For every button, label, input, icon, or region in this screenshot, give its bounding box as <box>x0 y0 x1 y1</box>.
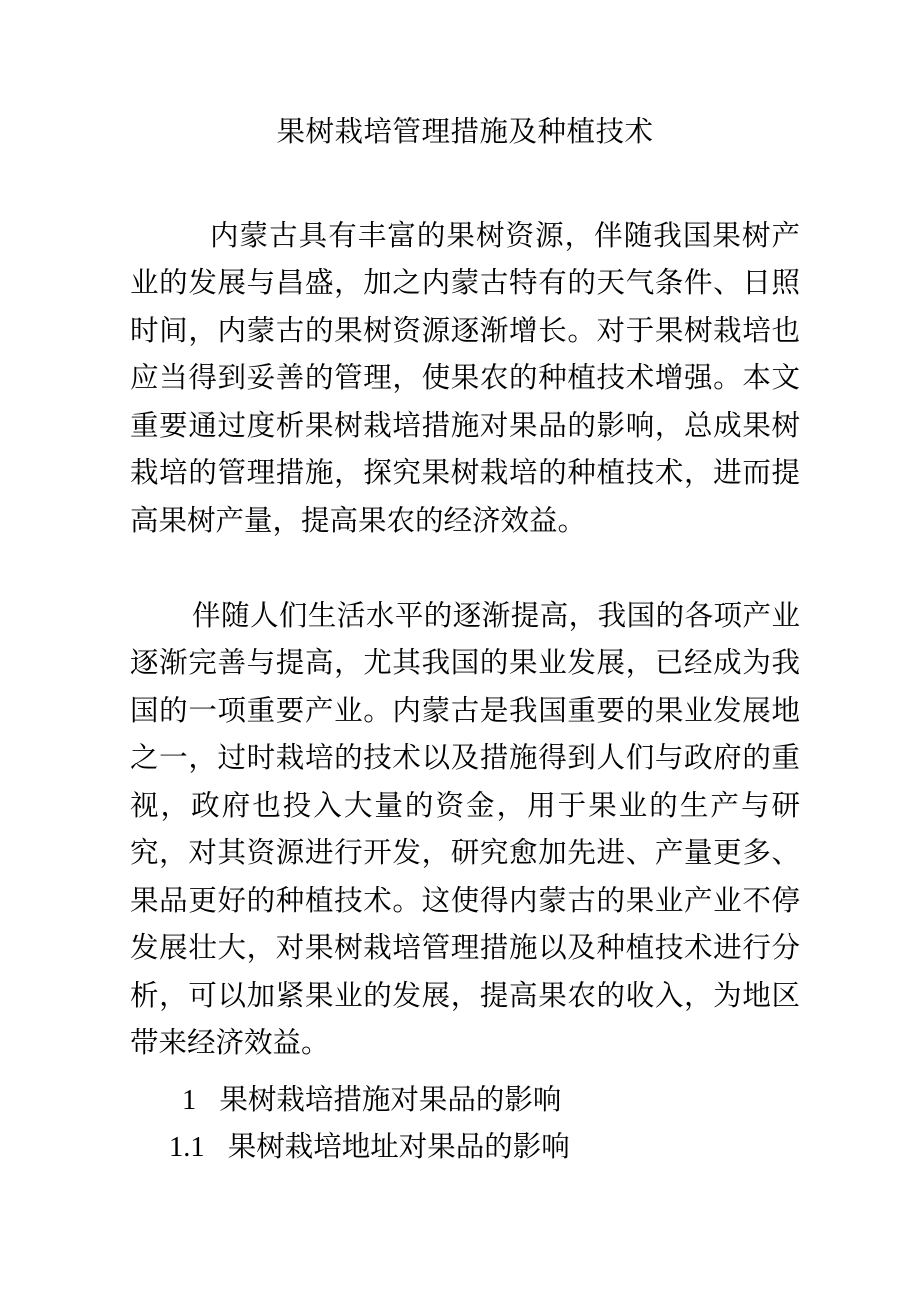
section-heading-1-1: 1.1 果树栽培地址对果品的影响 <box>169 1132 570 1163</box>
document-title: 果树栽培管理措施及种植技术 <box>276 117 654 148</box>
section-heading-1: 1 果树栽培措施对果品的影响 <box>182 1084 562 1116</box>
paragraph-introduction: 伴随人们生活水平的逐渐提高，我国的各项产业逐渐完善与提高，尤其我国的果业发展，已经成为我国的一项重要产业。内蒙古是我国重要的果业发展地之一，过时栽培的技术以及措施得到人们与政府的重视，政府也投入大量的资金，用于果业的生产与研究，对其资源进行开发，研究愈加先进、产量更多、果品更好的种植技术。这使得内蒙古的果业产业不停发展壮大，对果树栽培管理措施以及种植技术进行分析，可以加紧果业的发展，提高果农的收入，为地区带来经济效益。 <box>130 600 800 1059</box>
paragraph-abstract: 内蒙古具有丰富的果树资源，伴随我国果树产业的发展与昌盛，加之内蒙古特有的天气条件、日照时间，内蒙古的果树资源逐渐增长。对于果树栽培也应当得到妥善的管理，使果农的种植技术增强。本文重要通过度析果树栽培措施对果品的影响，总成果树栽培的管理措施，探究果树栽培的种植技术，进而提高果树产量，提高果农的经济效益。 <box>130 220 800 537</box>
